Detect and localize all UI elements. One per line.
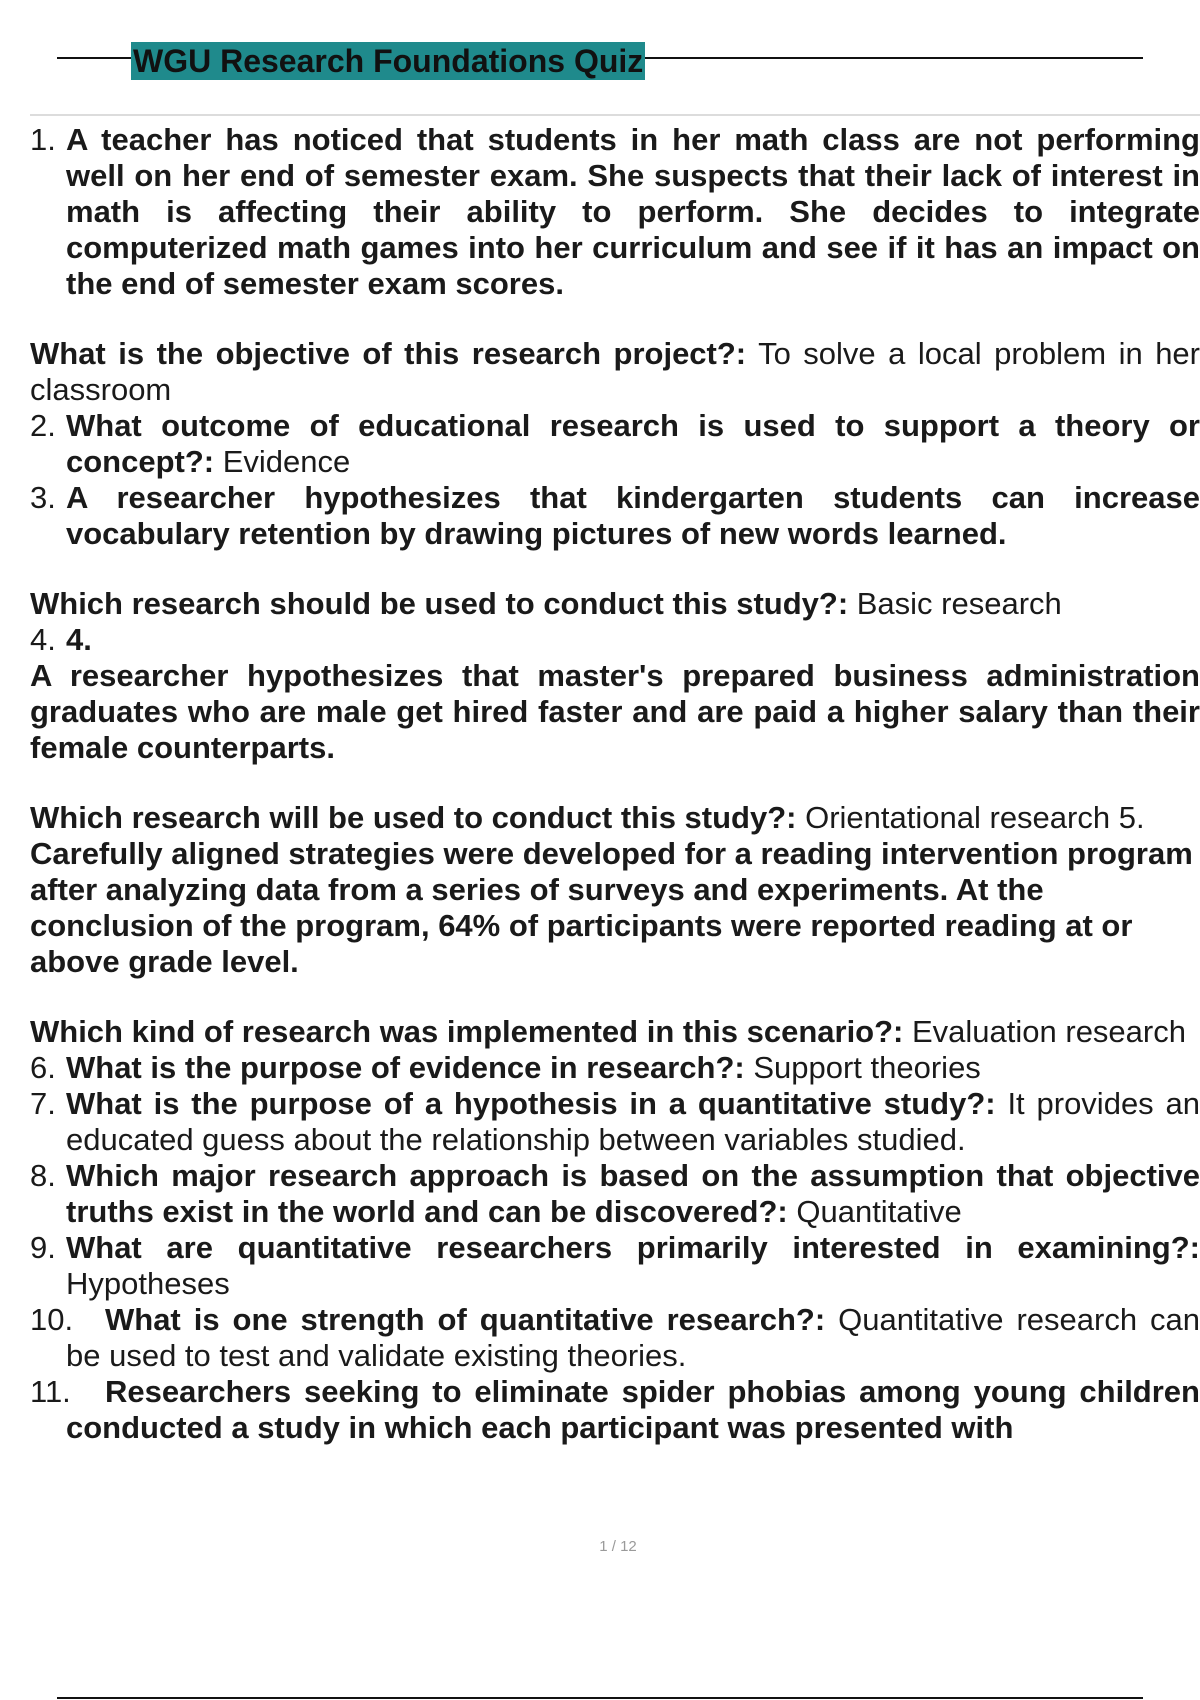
question-5-answer-line	[30, 1014, 1200, 1050]
question-text: What outcome of educational research is used to support a theory or concept?:	[66, 408, 1200, 479]
header-rule-right	[645, 57, 1143, 59]
question-text: Which research will be used to conduct this study?:	[30, 800, 797, 835]
question-number: 1.	[30, 122, 56, 157]
question-4-answer-line	[30, 800, 1200, 836]
question-number: 4.	[30, 622, 56, 657]
question-text: Which research should be used to conduct this study?:	[30, 586, 849, 621]
question-number: 8.	[30, 1158, 56, 1193]
question-2	[30, 408, 1200, 480]
question-1-answer-line	[30, 336, 1200, 408]
question-1	[30, 122, 1200, 302]
question-heading: 4.	[66, 622, 92, 657]
question-prompt: Researchers seeking to eliminate spider phobias among young children conducted a study in which each participant was presented with	[66, 1374, 1200, 1445]
document-title: WGU Research Foundations Quiz	[133, 43, 644, 79]
quiz-content	[30, 122, 1200, 1446]
answer-text: Orientational research 5.	[796, 800, 1145, 835]
question-3	[30, 480, 1200, 552]
answer-text: Evaluation research	[903, 1014, 1186, 1049]
question-text: What are quantitative researchers primarily interested in examining?:	[66, 1230, 1200, 1265]
answer-text: Support theories	[744, 1050, 981, 1085]
question-4-heading	[30, 622, 1200, 658]
question-3-answer-line	[30, 586, 1200, 622]
question-prompt: A researcher hypothesizes that kindergarten students can increase vocabulary retention by drawing pictures of new words learned.	[66, 480, 1200, 551]
question-10	[30, 1302, 1200, 1374]
answer-text: It provides an educated guess about the relationship between variables studied.	[66, 1086, 1200, 1157]
question-11	[30, 1374, 1200, 1446]
question-9	[30, 1230, 1200, 1302]
page-number: 1 / 12	[599, 1538, 637, 1555]
header-rule-left	[57, 57, 133, 59]
question-6	[30, 1050, 1200, 1086]
question-number: 10.	[30, 1302, 74, 1337]
title-divider	[30, 114, 1200, 116]
question-number: 11.	[30, 1374, 71, 1409]
question-8	[30, 1158, 1200, 1230]
question-text: What is the purpose of a hypothesis in a quantitative study?:	[66, 1086, 996, 1121]
question-number: 9.	[30, 1230, 56, 1265]
answer-text: To solve a local problem in her classroom	[30, 336, 1200, 407]
footer-rule	[57, 1697, 1143, 1699]
answer-text: Evidence	[214, 444, 351, 479]
question-text: What is the objective of this research project?:	[30, 336, 747, 371]
answer-text: Quantitative research can be used to test and validate existing theories.	[66, 1302, 1200, 1373]
answer-text: Basic research	[848, 586, 1062, 621]
question-5-prompt: Carefully aligned strategies were developed for a reading intervention program after analyzing data from a series of surveys and experiments. At the conclusion of the program, 64% of participants were reported reading at or above grade level.	[30, 836, 1193, 979]
answer-text: Hypotheses	[66, 1266, 230, 1301]
question-4-prompt: A researcher hypothesizes that master's prepared business administration graduates who are male get hired faster and are paid a higher salary than their female counterparts.	[30, 658, 1200, 765]
question-text: Which kind of research was implemented in this scenario?:	[30, 1014, 904, 1049]
question-number: 7.	[30, 1086, 56, 1121]
question-7	[30, 1086, 1200, 1158]
question-prompt: A teacher has noticed that students in her math class are not performing well on her end of semester exam. She suspects that their lack of interest in math is affecting their ability to perform. She decides to integrate computerized math games into her curriculum and see if it has an impact on the end of semester exam scores.	[66, 122, 1200, 301]
question-number: 3.	[30, 480, 56, 515]
question-number: 6.	[30, 1050, 56, 1085]
question-text: What is one strength of quantitative research?:	[105, 1302, 826, 1337]
question-number: 2.	[30, 408, 56, 443]
answer-text: Quantitative	[787, 1194, 962, 1229]
question-text: Which major research approach is based on the assumption that objective truths exist in the world and can be discovered?:	[66, 1158, 1200, 1229]
question-text: What is the purpose of evidence in research?:	[66, 1050, 745, 1085]
